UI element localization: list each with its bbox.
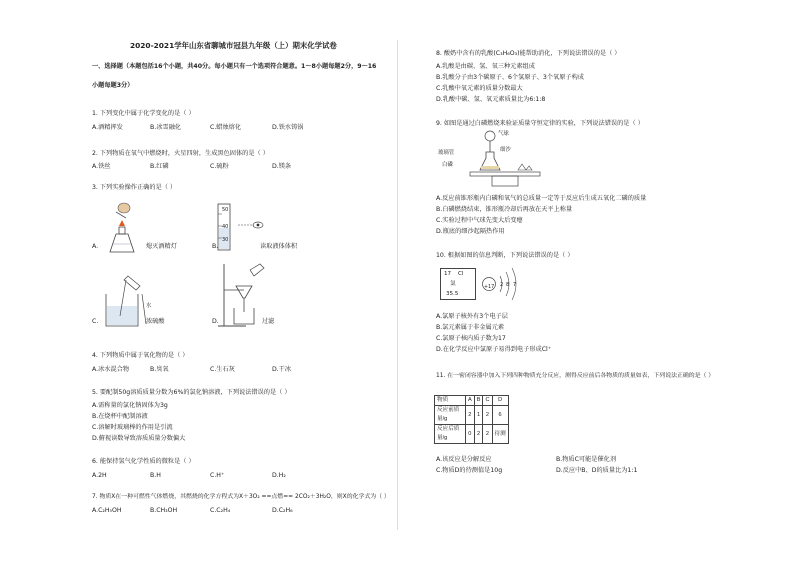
table-row xyxy=(435,406,509,425)
table-cell: 反应后质量/g xyxy=(435,425,466,444)
q3-tick-40: 40 xyxy=(222,224,229,230)
q6-stem: 6. 能保持氢气化学性质的微粒是（ ） xyxy=(92,458,195,465)
table-header-cell: D xyxy=(492,396,508,406)
table-row xyxy=(435,425,509,444)
q10-option-c[interactable]: C.氯原子核内质子数为17 xyxy=(436,335,506,342)
table-cell: 反应前质量/g xyxy=(435,406,466,425)
q9-fig-balloon: 气球 xyxy=(498,131,509,137)
q8-option-b[interactable]: B.乳酸分子由3个碳原子、6个氢原子、3个氧原子构成 xyxy=(436,74,584,81)
q3-label-b: B. xyxy=(212,243,219,250)
q7-option-d[interactable]: D.C₂H₆ xyxy=(272,507,293,514)
q10-element-name: 氯 xyxy=(450,281,456,287)
q3-annot-water: 水 xyxy=(146,303,152,309)
q4-stem: 4. 下列物质中属于氧化物的是（ ） xyxy=(92,352,189,359)
q9-fig-sand: 细沙 xyxy=(500,147,511,153)
q3-label-d: D. xyxy=(212,318,219,325)
q10-shell-1: 2 xyxy=(500,282,504,288)
q3-annot-acid: 浓硫酸 xyxy=(146,318,165,325)
q4-option-d[interactable]: D.干冰 xyxy=(272,366,292,373)
table-cell: 2 xyxy=(483,406,492,425)
q2-stem: 2. 下列物质在氧气中燃烧时，火星四射，生成黑色固体的是（ ） xyxy=(92,150,269,157)
q7-option-a[interactable]: A.C₂H₅OH xyxy=(92,507,122,514)
q6-option-c[interactable]: C.H⁺ xyxy=(210,472,225,479)
q8-option-d[interactable]: D.乳酸中碳、氢、氧元素质量比为6:1:8 xyxy=(436,96,546,103)
q8-stem: 8. 酸奶中含有的乳酸(C₃H₆O₃)能帮助消化，下列说法错误的是（ ） xyxy=(436,50,621,57)
table-cell: 0 xyxy=(466,425,475,444)
q7-stem: 7. 物质X在一种可燃性气体燃烧，其燃烧的化学方程式为X＋3O₂ ==点燃== 2CO₂＋3H₂O，则X的化学式为（ ） xyxy=(92,494,390,500)
q4-option-b[interactable]: B.臭氧 xyxy=(150,366,169,373)
q9-option-a[interactable]: A.反应前锥形瓶内白磷和氧气的总质量一定等于反应后生成五氧化二磷的质量 xyxy=(436,195,647,202)
q3-stem: 3. 下列实验操作正确的是（ ） xyxy=(92,184,177,191)
q9-option-b[interactable]: B.白磷燃烧结束，锥形瓶冷却后再放在天平上称量 xyxy=(436,206,573,213)
q3-eye-icon xyxy=(236,218,266,232)
q7-option-b[interactable]: B.CH₃OH xyxy=(150,507,178,514)
q1-stem: 1. 下列变化中属于化学变化的是（ ） xyxy=(92,110,195,117)
q5-stem: 5. 要配制50g溶质质量分数为6%的氯化钠溶液，下列说法错误的是（ ） xyxy=(92,389,291,396)
q7-option-c[interactable]: C.C₂H₄ xyxy=(210,507,231,514)
q10-option-a[interactable]: A.氯原子核外有3个电子层 xyxy=(436,313,508,320)
section-heading: 一、选择题（本题包括16个小题，共40分。每小题只有一个选项符合题意。1～8小题每题2分，9～16 xyxy=(92,63,377,70)
q10-nucleus-charge: +17 xyxy=(484,285,495,290)
table-header-row xyxy=(435,396,509,406)
q4-option-a[interactable]: A.冰水混合物 xyxy=(92,366,130,373)
q9-fig-tube: 玻璃管 xyxy=(438,150,455,156)
table-cell: 2 xyxy=(483,425,492,444)
q3-label-a: A. xyxy=(92,243,99,250)
q3-tick-30: 30 xyxy=(222,237,229,243)
q10-element-symbol: Cl xyxy=(458,271,464,277)
table-cell: 6 xyxy=(492,406,508,425)
q11-option-a[interactable]: A.该反应是分解反应 xyxy=(436,456,492,463)
q11-option-c[interactable]: C.物质D的待测值是10g xyxy=(436,467,503,474)
table-header-cell: C xyxy=(483,396,492,406)
q9-option-d[interactable]: D.瓶底的细沙起隔热作用 xyxy=(436,228,505,235)
q2-option-a[interactable]: A.铁丝 xyxy=(92,163,111,170)
q10-option-d[interactable]: D.在化学反应中氯原子易得到电子形成Cl⁺ xyxy=(436,346,552,353)
q10-shell-2: 8 xyxy=(506,282,510,288)
page-title: 2020-2021学年山东省聊城市冠县九年级（上）期末化学试卷 xyxy=(130,41,337,50)
table-cell: 2 xyxy=(474,425,483,444)
table-cell: 待测 xyxy=(492,425,508,444)
q2-option-c[interactable]: C.硫粉 xyxy=(210,163,229,170)
q3-caption-d: 过滤 xyxy=(262,318,275,325)
q1-option-b[interactable]: B.冰雪融化 xyxy=(150,124,181,131)
q5-option-b[interactable]: B.在烧杯中配制溶液 xyxy=(92,413,148,420)
column-divider xyxy=(397,40,398,530)
q11-stem: 11. 在一密闭容器中加入下列四种物质充分反应，测得反应前后各物质的质量如表，下列说法正确的是（ ） xyxy=(436,373,715,379)
table-header-cell: A xyxy=(466,396,475,406)
q9-option-c[interactable]: C.实验过程中气球先变大后变瘪 xyxy=(436,217,523,224)
q10-stem: 10. 根据如图的信息判断，下列说法错误的是（ ） xyxy=(436,252,574,259)
q6-option-b[interactable]: B.H xyxy=(150,472,161,479)
q6-option-a[interactable]: A.2H xyxy=(92,472,107,479)
q3-figure-a xyxy=(96,196,144,258)
table-header-cell: B xyxy=(474,396,483,406)
q1-option-a[interactable]: A.酒精挥发 xyxy=(92,124,123,131)
q8-option-c[interactable]: C.乳酸中氧元素的质量分数最大 xyxy=(436,85,523,92)
q5-option-c[interactable]: C.溶解时玻璃棒的作用是引流 xyxy=(92,424,173,431)
q8-option-a[interactable]: A.乳酸是由碳、氢、氧三种元素组成 xyxy=(436,63,535,70)
q10-atomic-number: 17 xyxy=(444,271,452,277)
q2-option-d[interactable]: D.镁条 xyxy=(272,163,292,170)
q3-caption-b: 读取液体体积 xyxy=(260,243,298,250)
q3-caption-a: 熄灭酒精灯 xyxy=(146,243,177,250)
q1-option-d[interactable]: D.铁水铸锅 xyxy=(272,124,304,131)
table-cell: 1 xyxy=(474,406,483,425)
q10-atomic-mass: 35.5 xyxy=(446,291,459,297)
table-header-cell: 物质 xyxy=(435,396,466,406)
q4-option-c[interactable]: C.生石灰 xyxy=(210,366,235,373)
q5-option-a[interactable]: A.需称量的氯化钠固体为3g xyxy=(92,402,168,409)
q9-stem: 9. 如图是通过白磷燃烧来验证质量守恒定律的实验，下列说法错误的是（ ） xyxy=(436,120,644,127)
q11-option-b[interactable]: B.物质C可能是催化剂 xyxy=(556,456,617,463)
q10-option-b[interactable]: B.氯元素属于非金属元素 xyxy=(436,324,505,331)
q3-label-c: C. xyxy=(92,318,99,325)
q10-shell-3: 7 xyxy=(513,282,517,288)
q2-option-b[interactable]: B.红磷 xyxy=(150,163,169,170)
q11-data-table xyxy=(434,395,509,444)
section-heading-cont: 小题每题3分） xyxy=(92,82,134,89)
q3-tick-50: 50 xyxy=(222,207,229,213)
q11-option-d[interactable]: D.反应中B、D的质量比为1:1 xyxy=(556,467,638,474)
q9-figure-balance xyxy=(462,130,546,190)
q5-option-d[interactable]: D.俯视读数导致溶质质量分数偏大 xyxy=(92,435,186,442)
q9-fig-phosphorus: 白磷 xyxy=(442,162,453,168)
table-cell: 2 xyxy=(466,406,475,425)
q6-option-d[interactable]: D.H₂ xyxy=(272,472,286,479)
q1-option-c[interactable]: C.蜡烛熔化 xyxy=(210,124,242,131)
